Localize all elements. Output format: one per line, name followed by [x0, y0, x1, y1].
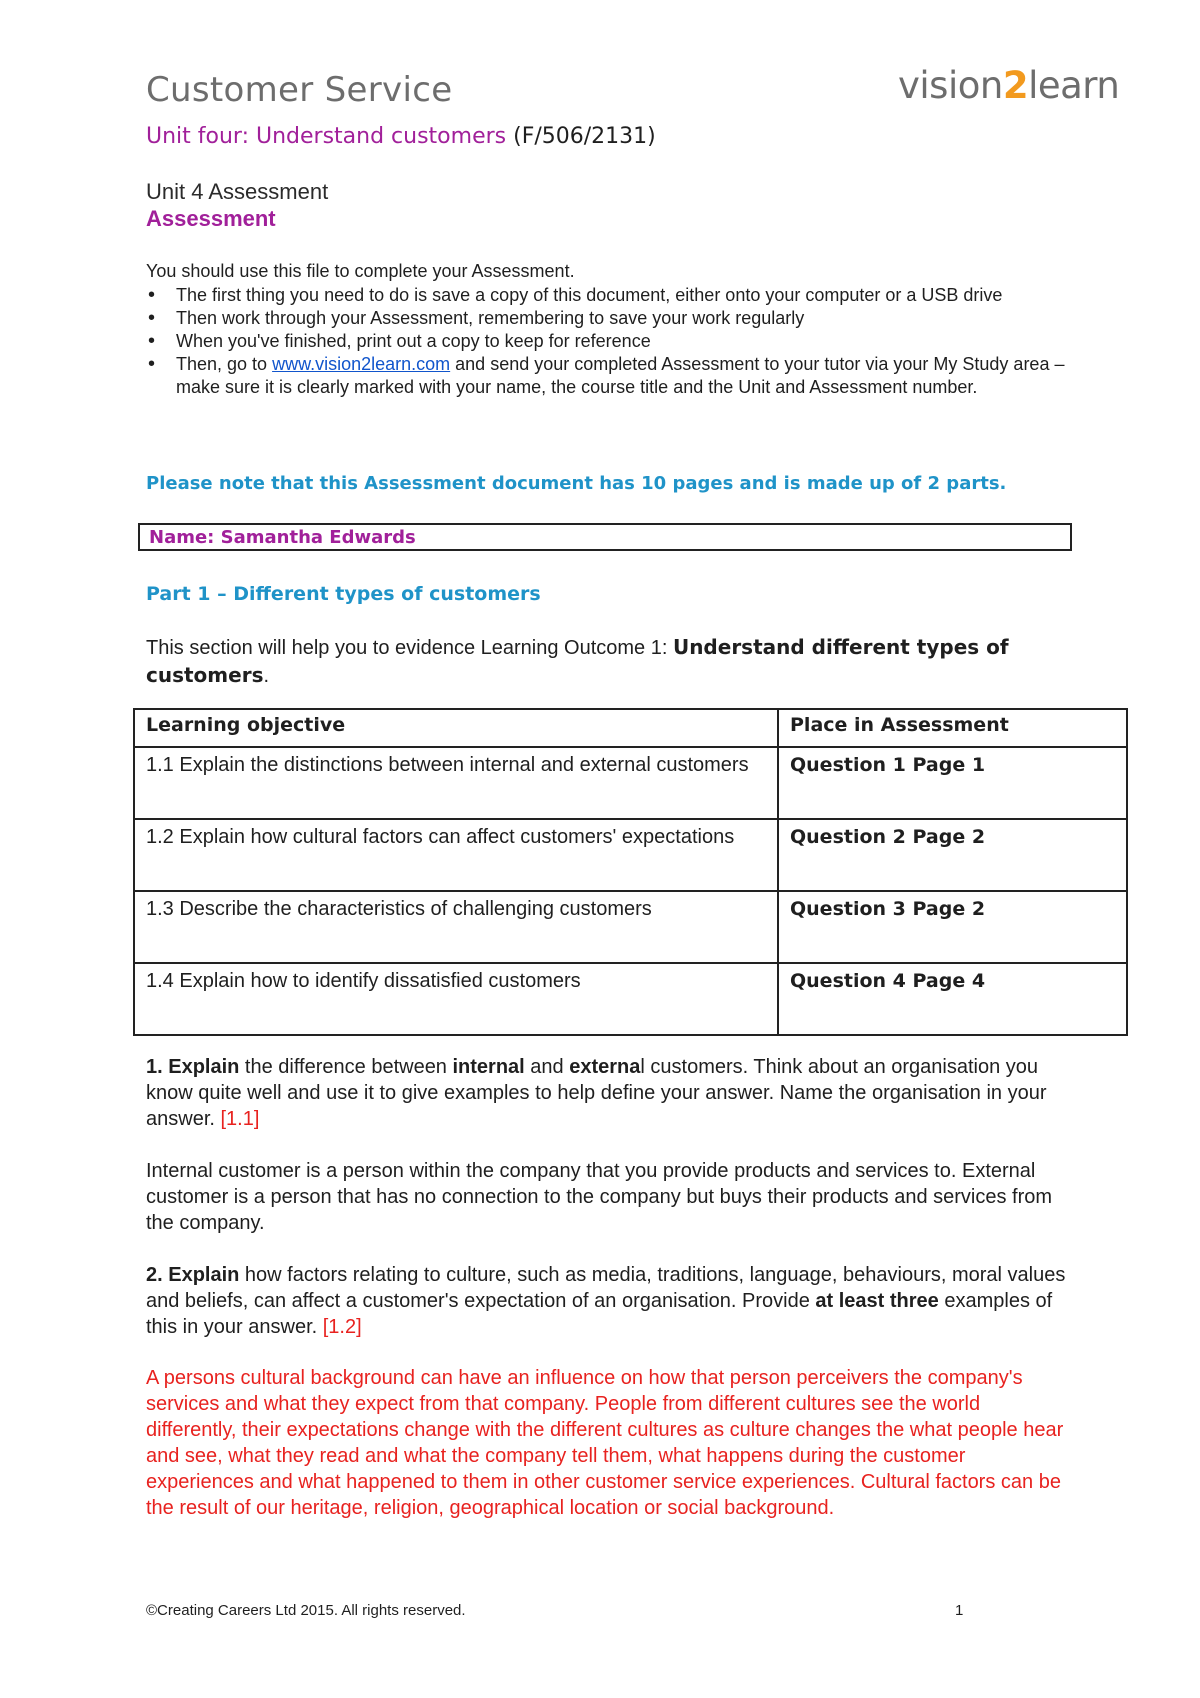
learning-outcome-name: Understand different types of customers	[146, 635, 1009, 687]
name-field-text: Name: Samantha Edwards	[149, 527, 416, 548]
instruction-list	[146, 284, 1066, 399]
table-row	[134, 963, 1127, 1035]
place-cell: Question 1 Page 1	[778, 747, 1127, 819]
objective-cell: 1.4 Explain how to identify dissatisfied customers	[134, 963, 778, 1035]
question-text: how factors relating to culture, such as media, traditions, language, behaviours, moral values and beliefs, can affect a customer's expectation of an organisation. Provide	[146, 1264, 1066, 1312]
unit-heading	[146, 124, 656, 149]
question-text: and	[524, 1056, 570, 1078]
question-text: l customers. Think about an organisation you know quite well and use it to give examples to help define your answer. Name the organisation in your answer.	[146, 1056, 1047, 1130]
logo-text-num: 2	[1002, 64, 1029, 107]
evidence-text: This section will help you to evidence Learning Outcome 1:	[146, 637, 673, 659]
logo-text-right: learn	[1028, 64, 1120, 107]
course-title: Customer Service	[146, 70, 453, 110]
page-count-note: Please note that this Assessment document has 10 pages and is made up of 2 parts.	[146, 473, 1007, 494]
table-row	[134, 747, 1127, 819]
intro-text: You should use this file to complete your Assessment.	[146, 261, 575, 281]
vision2learn-logo	[898, 64, 1119, 107]
bullet-text: Then, go to	[176, 354, 273, 374]
question-emphasis: externa	[569, 1056, 641, 1078]
learning-outcome-text	[146, 634, 1076, 690]
question-number: 2. Explain	[146, 1264, 240, 1286]
answer-1[interactable]: Internal customer is a person within the company that you provide products and services to. External customer is a person that has no connection to the company but buys their products and services from the company.	[146, 1160, 1053, 1234]
question-text: examples of this in your answer.	[146, 1290, 1053, 1338]
answer-2[interactable]: A persons cultural background can have an influence on how that person perceivers the company's services and what they expect from that company. People from different cultures see the world differently, their expectations change with the different cultures as culture changes the what people hear and see, what they read and what the company tell them, what happens during the customer experiences and what happened to them in other customer service experiences. Cultural factors can be the result of our heritage, religion, geographical location or social background.	[146, 1367, 1064, 1519]
question-emphasis: at least three	[815, 1290, 939, 1312]
question-2	[146, 1262, 1076, 1340]
vision2learn-link[interactable]: www.vision2learn.com	[272, 354, 451, 374]
logo-text-left: vision	[898, 64, 1003, 107]
objective-cell: 1.3 Describe the characteristics of challenging customers	[134, 891, 778, 963]
list-item: • Then work through your Assessment, remembering to save your work regularly	[146, 307, 1066, 330]
assessment-subheading: Assessment	[146, 206, 276, 231]
objective-cell: 1.2 Explain how cultural factors can affect customers' expectations	[134, 819, 778, 891]
page-number: 1	[955, 1602, 964, 1619]
list-item	[146, 353, 1066, 399]
place-cell: Question 4 Page 4	[778, 963, 1127, 1035]
footer-copyright: ©Creating Careers Ltd 2015. All rights reserved.	[146, 1602, 466, 1619]
question-number: 1. Explain	[146, 1056, 240, 1078]
question-1	[146, 1054, 1076, 1132]
objective-cell: 1.1 Explain the distinctions between internal and external customers	[134, 747, 778, 819]
place-cell: Question 3 Page 2	[778, 891, 1127, 963]
question-emphasis: internal	[452, 1056, 525, 1078]
unit-title: Unit four: Understand customers	[146, 124, 507, 149]
table-row	[134, 819, 1127, 891]
header-learning-objective: Learning objective	[134, 709, 778, 747]
table-header-row	[134, 709, 1127, 747]
part1-title: Part 1 – Different types of customers	[146, 583, 541, 605]
unit-code: (F/506/2131)	[513, 124, 656, 149]
list-item: • When you've finished, print out a copy to keep for reference	[146, 330, 1066, 353]
unit-assessment-heading: Unit 4 Assessment	[146, 179, 329, 204]
learning-objectives-table	[133, 708, 1128, 1036]
evidence-text: .	[263, 665, 270, 687]
name-field[interactable]	[138, 523, 1072, 551]
question-text: the difference between	[239, 1056, 453, 1078]
list-item: • The first thing you need to do is save a copy of this document, either onto your computer or a USB drive	[146, 284, 1066, 307]
criteria-reference: [1.2]	[322, 1316, 362, 1338]
table-row	[134, 891, 1127, 963]
header-place-in-assessment: Place in Assessment	[778, 709, 1127, 747]
bullet-text: and send your completed Assessment to your tutor via your My Study area – make sure it is clearly marked with your name, the course title and the Unit and Assessment number.	[176, 354, 1065, 397]
criteria-reference: [1.1]	[220, 1108, 260, 1130]
place-cell: Question 2 Page 2	[778, 819, 1127, 891]
